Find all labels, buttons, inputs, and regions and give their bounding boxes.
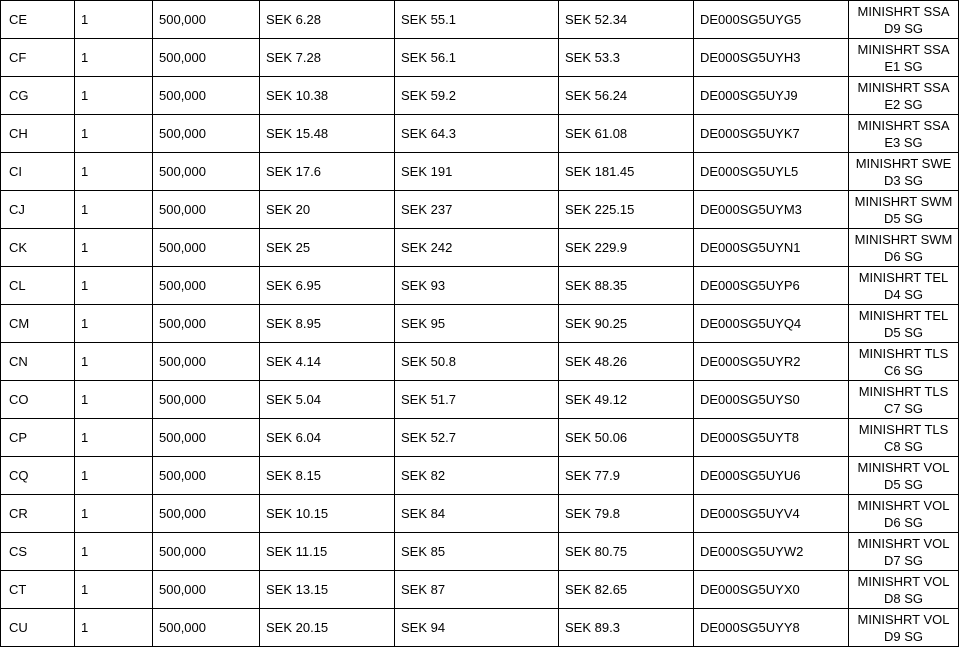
barrier-cell: SEK 56.1 bbox=[395, 39, 559, 77]
table-row bbox=[1, 343, 959, 381]
series-cell: CU bbox=[1, 609, 75, 647]
isin-cell: DE000SG5UYJ9 bbox=[694, 77, 849, 115]
volume-cell: 500,000 bbox=[153, 1, 260, 39]
knockout-cell: SEK 89.3 bbox=[559, 609, 694, 647]
table-row bbox=[1, 77, 959, 115]
strike-cell: SEK 25 bbox=[260, 229, 395, 267]
strike-cell: SEK 6.95 bbox=[260, 267, 395, 305]
knockout-cell: SEK 49.12 bbox=[559, 381, 694, 419]
strike-cell: SEK 10.15 bbox=[260, 495, 395, 533]
strike-cell: SEK 6.28 bbox=[260, 1, 395, 39]
barrier-cell: SEK 95 bbox=[395, 305, 559, 343]
volume-cell: 500,000 bbox=[153, 419, 260, 457]
series-cell: CE bbox=[1, 1, 75, 39]
product-name-cell: MINISHRT SSA E3 SG bbox=[849, 115, 959, 153]
isin-cell: DE000SG5UYH3 bbox=[694, 39, 849, 77]
table-row bbox=[1, 495, 959, 533]
knockout-cell: SEK 56.24 bbox=[559, 77, 694, 115]
ratio-cell: 1 bbox=[75, 381, 153, 419]
table-row bbox=[1, 609, 959, 647]
ratio-cell: 1 bbox=[75, 153, 153, 191]
strike-cell: SEK 20 bbox=[260, 191, 395, 229]
table-body bbox=[1, 1, 959, 647]
product-name-cell: MINISHRT SSA E1 SG bbox=[849, 39, 959, 77]
knockout-cell: SEK 52.34 bbox=[559, 1, 694, 39]
series-cell: CL bbox=[1, 267, 75, 305]
knockout-cell: SEK 61.08 bbox=[559, 115, 694, 153]
ratio-cell: 1 bbox=[75, 267, 153, 305]
barrier-cell: SEK 51.7 bbox=[395, 381, 559, 419]
isin-cell: DE000SG5UYU6 bbox=[694, 457, 849, 495]
barrier-cell: SEK 50.8 bbox=[395, 343, 559, 381]
series-cell: CM bbox=[1, 305, 75, 343]
strike-cell: SEK 20.15 bbox=[260, 609, 395, 647]
knockout-cell: SEK 79.8 bbox=[559, 495, 694, 533]
product-name-cell: MINISHRT VOL D9 SG bbox=[849, 609, 959, 647]
knockout-cell: SEK 90.25 bbox=[559, 305, 694, 343]
barrier-cell: SEK 84 bbox=[395, 495, 559, 533]
table-row bbox=[1, 115, 959, 153]
knockout-cell: SEK 50.06 bbox=[559, 419, 694, 457]
strike-cell: SEK 6.04 bbox=[260, 419, 395, 457]
isin-cell: DE000SG5UYQ4 bbox=[694, 305, 849, 343]
product-name-cell: MINISHRT SWE D3 SG bbox=[849, 153, 959, 191]
series-cell: CT bbox=[1, 571, 75, 609]
barrier-cell: SEK 59.2 bbox=[395, 77, 559, 115]
table-row bbox=[1, 381, 959, 419]
series-cell: CN bbox=[1, 343, 75, 381]
isin-cell: DE000SG5UYR2 bbox=[694, 343, 849, 381]
volume-cell: 500,000 bbox=[153, 343, 260, 381]
volume-cell: 500,000 bbox=[153, 153, 260, 191]
series-cell: CH bbox=[1, 115, 75, 153]
product-name-cell: MINISHRT SWM D5 SG bbox=[849, 191, 959, 229]
isin-cell: DE000SG5UYK7 bbox=[694, 115, 849, 153]
knockout-cell: SEK 80.75 bbox=[559, 533, 694, 571]
product-name-cell: MINISHRT SSA E2 SG bbox=[849, 77, 959, 115]
ratio-cell: 1 bbox=[75, 115, 153, 153]
volume-cell: 500,000 bbox=[153, 229, 260, 267]
barrier-cell: SEK 64.3 bbox=[395, 115, 559, 153]
ratio-cell: 1 bbox=[75, 39, 153, 77]
knockout-cell: SEK 82.65 bbox=[559, 571, 694, 609]
ratio-cell: 1 bbox=[75, 343, 153, 381]
series-cell: CO bbox=[1, 381, 75, 419]
volume-cell: 500,000 bbox=[153, 267, 260, 305]
ratio-cell: 1 bbox=[75, 419, 153, 457]
knockout-cell: SEK 53.3 bbox=[559, 39, 694, 77]
knockout-cell: SEK 225.15 bbox=[559, 191, 694, 229]
volume-cell: 500,000 bbox=[153, 39, 260, 77]
barrier-cell: SEK 85 bbox=[395, 533, 559, 571]
product-name-cell: MINISHRT VOL D5 SG bbox=[849, 457, 959, 495]
volume-cell: 500,000 bbox=[153, 115, 260, 153]
table-row bbox=[1, 229, 959, 267]
isin-cell: DE000SG5UYY8 bbox=[694, 609, 849, 647]
series-cell: CF bbox=[1, 39, 75, 77]
isin-cell: DE000SG5UYV4 bbox=[694, 495, 849, 533]
strike-cell: SEK 11.15 bbox=[260, 533, 395, 571]
ratio-cell: 1 bbox=[75, 1, 153, 39]
product-name-cell: MINISHRT TEL D4 SG bbox=[849, 267, 959, 305]
product-name-cell: MINISHRT VOL D8 SG bbox=[849, 571, 959, 609]
product-name-cell: MINISHRT TEL D5 SG bbox=[849, 305, 959, 343]
product-name-cell: MINISHRT TLS C6 SG bbox=[849, 343, 959, 381]
barrier-cell: SEK 242 bbox=[395, 229, 559, 267]
series-cell: CQ bbox=[1, 457, 75, 495]
strike-cell: SEK 10.38 bbox=[260, 77, 395, 115]
strike-cell: SEK 8.95 bbox=[260, 305, 395, 343]
series-cell: CS bbox=[1, 533, 75, 571]
barrier-cell: SEK 94 bbox=[395, 609, 559, 647]
volume-cell: 500,000 bbox=[153, 609, 260, 647]
table-row bbox=[1, 191, 959, 229]
ratio-cell: 1 bbox=[75, 191, 153, 229]
isin-cell: DE000SG5UYM3 bbox=[694, 191, 849, 229]
volume-cell: 500,000 bbox=[153, 77, 260, 115]
product-name-cell: MINISHRT SWM D6 SG bbox=[849, 229, 959, 267]
ratio-cell: 1 bbox=[75, 305, 153, 343]
table-row bbox=[1, 533, 959, 571]
barrier-cell: SEK 82 bbox=[395, 457, 559, 495]
volume-cell: 500,000 bbox=[153, 305, 260, 343]
knockout-cell: SEK 77.9 bbox=[559, 457, 694, 495]
series-cell: CI bbox=[1, 153, 75, 191]
strike-cell: SEK 13.15 bbox=[260, 571, 395, 609]
table-row bbox=[1, 39, 959, 77]
product-name-cell: MINISHRT VOL D7 SG bbox=[849, 533, 959, 571]
volume-cell: 500,000 bbox=[153, 571, 260, 609]
strike-cell: SEK 7.28 bbox=[260, 39, 395, 77]
barrier-cell: SEK 52.7 bbox=[395, 419, 559, 457]
strike-cell: SEK 8.15 bbox=[260, 457, 395, 495]
isin-cell: DE000SG5UYS0 bbox=[694, 381, 849, 419]
ratio-cell: 1 bbox=[75, 609, 153, 647]
isin-cell: DE000SG5UYL5 bbox=[694, 153, 849, 191]
knockout-cell: SEK 229.9 bbox=[559, 229, 694, 267]
strike-cell: SEK 4.14 bbox=[260, 343, 395, 381]
isin-cell: DE000SG5UYT8 bbox=[694, 419, 849, 457]
ratio-cell: 1 bbox=[75, 77, 153, 115]
ratio-cell: 1 bbox=[75, 571, 153, 609]
isin-cell: DE000SG5UYG5 bbox=[694, 1, 849, 39]
isin-cell: DE000SG5UYX0 bbox=[694, 571, 849, 609]
product-name-cell: MINISHRT VOL D6 SG bbox=[849, 495, 959, 533]
barrier-cell: SEK 237 bbox=[395, 191, 559, 229]
barrier-cell: SEK 93 bbox=[395, 267, 559, 305]
product-name-cell: MINISHRT SSA D9 SG bbox=[849, 1, 959, 39]
volume-cell: 500,000 bbox=[153, 381, 260, 419]
series-cell: CP bbox=[1, 419, 75, 457]
product-name-cell: MINISHRT TLS C8 SG bbox=[849, 419, 959, 457]
strike-cell: SEK 15.48 bbox=[260, 115, 395, 153]
table-row bbox=[1, 571, 959, 609]
table-row bbox=[1, 153, 959, 191]
barrier-cell: SEK 55.1 bbox=[395, 1, 559, 39]
ratio-cell: 1 bbox=[75, 533, 153, 571]
barrier-cell: SEK 191 bbox=[395, 153, 559, 191]
barrier-cell: SEK 87 bbox=[395, 571, 559, 609]
table-row bbox=[1, 419, 959, 457]
knockout-cell: SEK 181.45 bbox=[559, 153, 694, 191]
strike-cell: SEK 5.04 bbox=[260, 381, 395, 419]
strike-cell: SEK 17.6 bbox=[260, 153, 395, 191]
isin-cell: DE000SG5UYW2 bbox=[694, 533, 849, 571]
ratio-cell: 1 bbox=[75, 229, 153, 267]
ratio-cell: 1 bbox=[75, 457, 153, 495]
series-cell: CR bbox=[1, 495, 75, 533]
table-row bbox=[1, 457, 959, 495]
isin-cell: DE000SG5UYN1 bbox=[694, 229, 849, 267]
series-cell: CJ bbox=[1, 191, 75, 229]
knockout-cell: SEK 48.26 bbox=[559, 343, 694, 381]
series-cell: CG bbox=[1, 77, 75, 115]
ratio-cell: 1 bbox=[75, 495, 153, 533]
table-row bbox=[1, 267, 959, 305]
table-row bbox=[1, 305, 959, 343]
table-row bbox=[1, 1, 959, 39]
volume-cell: 500,000 bbox=[153, 533, 260, 571]
product-name-cell: MINISHRT TLS C7 SG bbox=[849, 381, 959, 419]
volume-cell: 500,000 bbox=[153, 191, 260, 229]
series-cell: CK bbox=[1, 229, 75, 267]
volume-cell: 500,000 bbox=[153, 457, 260, 495]
isin-cell: DE000SG5UYP6 bbox=[694, 267, 849, 305]
knockout-cell: SEK 88.35 bbox=[559, 267, 694, 305]
volume-cell: 500,000 bbox=[153, 495, 260, 533]
